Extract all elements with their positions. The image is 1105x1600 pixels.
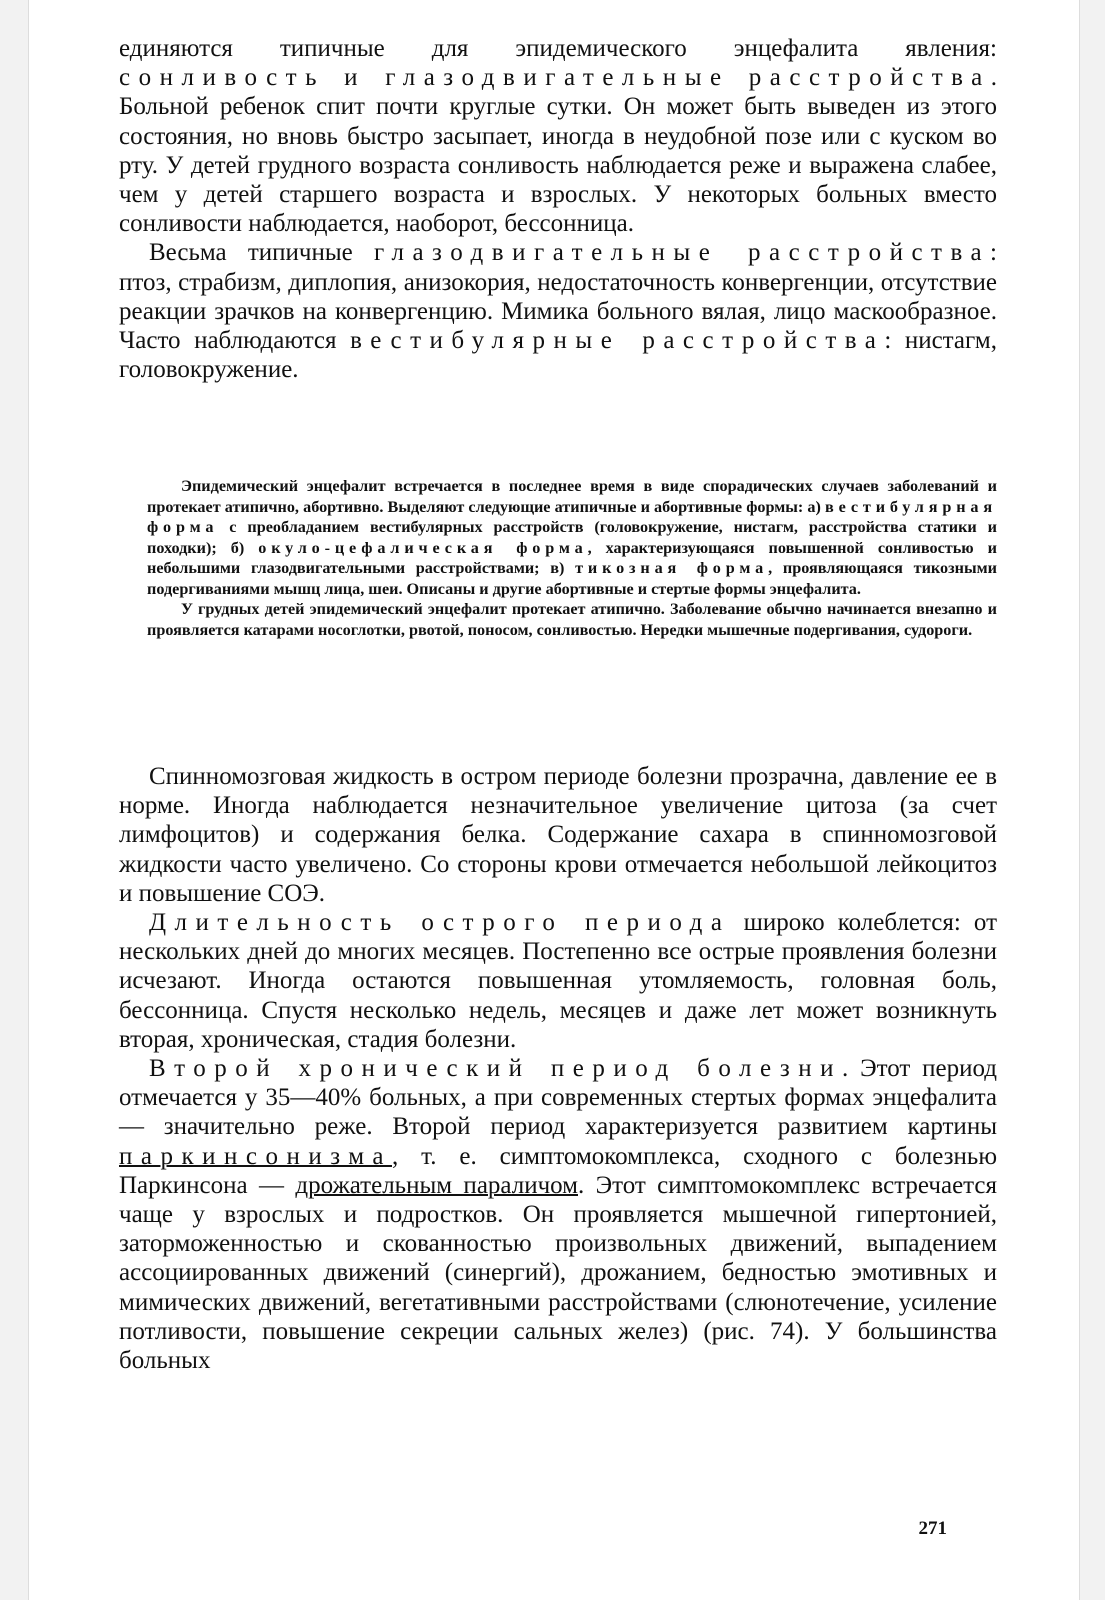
spaced-term: глазодвигательные расстройства <box>373 239 991 267</box>
spaced-term: вестибулярные расстройства <box>350 327 885 355</box>
spaced-term: вестибулярная форма <box>147 497 997 536</box>
paragraph-eye-disorders: Весьма типичные глазодвигательные расстройства: птоз, страбизм, диплопия, анизокория, недостаточность конвергенции, отсутствие реакции зрачков на конвергенцию. Мимика больного вялая, лицо маскообразное. Часто наблюдаются вестибулярные расстройства: нистагм, головокружение. <box>119 239 997 384</box>
small-print-block <box>147 476 997 640</box>
underlined-term: дрожательным параличом <box>295 1171 578 1199</box>
spaced-term: сонливость и глазодвигательные расстройства <box>119 64 991 92</box>
text-block-lower <box>119 762 997 1375</box>
spaced-term: Второй хронический период болезни <box>149 1055 842 1083</box>
paragraph-csf: Спинномозговая жидкость в остром периоде болезни прозрачна, давление ее в норме. Иногда наблюдается незначительное увеличение цитоза (за счет лимфоцитов) и содержания белка. Содержание сахара в спинномозговой жидкости часто увеличено. Со стороны крови отмечается небольшой лейкоцитоз и повышение СОЭ. <box>119 763 997 907</box>
paragraph-chronic-period: Второй хронический период болезни. Этот период отмечается у 35—40% больных, а при современных стертых формах энцефалита — значительно реже. Второй период характеризуется развитием картины паркинсонизма, т. е. симптомокомплекса, сходного с болезнью Паркинсона — дрожательным параличом. Этот симптомокомплекс встречается чаще у взрослых и подростков. Он проявляется мышечной гипертонией, заторможенностью и скованностью произвольных движений, выпадением ассоциированных движений (синергий), дрожанием, бедностью эмотивных и мимических движений, вегетативными расстройствами (слюнотечение, усиление потливости, повышение секреции сальных желез) (рис. 74). У большинства больных <box>119 1055 997 1375</box>
small-paragraph-infants: У грудных детей эпидемический энцефалит протекает атипично. Заболевание обычно начинается внезапно и проявляется катарами носоглотки, рвотой, поносом, сонливостью. Нередки мышечные подергивания, судороги. <box>147 600 997 639</box>
book-page <box>28 0 1080 1600</box>
paragraph-drowsiness: единяются типичные для эпидемического энцефалита явления: сонливость и глазодвигательные расстройства. Больной ребенок спит почти круглые сутки. Он может быть выведен из этого состояния, но вновь быстро засыпает, иногда в неудобной позе или с куском во рту. У детей грудного возраста сонливость наблюдается реже и выражена слабее, чем у детей старшего возраста и взрослых. У некоторых больных вместо сонливости наблюдается, наоборот, бессонница. <box>119 35 997 238</box>
page-number: 271 <box>918 1518 947 1539</box>
text-block-upper <box>119 34 997 384</box>
spaced-term: паркинсонизма <box>119 1142 392 1170</box>
paragraph-duration: Длительность острого периода широко колеблется: от нескольких дней до многих месяцев. Постепенно все острые проявления болезни исчезают. Иногда остаются повышенная утомляемость, головная боль, бессонница. Спустя несколько недель, месяцев и даже лет может возникнуть вторая, хроническая, стадия болезни. <box>119 909 997 1053</box>
spaced-term: Длительность острого периода <box>149 909 731 937</box>
spaced-term: окуло-цефалическая форма <box>258 538 588 557</box>
spaced-term: тикозная форма <box>575 559 769 577</box>
small-paragraph-atypical-forms: Эпидемический энцефалит встречается в последнее время в виде спорадических случаев заболеваний и протекает атипично, абортивно. Выделяют следующие атипичные и абортивные формы: а) вестибулярная форма с преобладанием вестибулярных расстройств (головокружение, нистагм, расстройства статики и походки); б) окуло-цефалическая форма, характеризующаяся повышенной сонливостью и небольшими глазодвигательными расстройствами; в) тикозная форма, проявляющаяся тикозными подергиваниями мышц лица, шеи. Описаны и другие абортивные и стертые формы энцефалита. <box>147 477 997 598</box>
